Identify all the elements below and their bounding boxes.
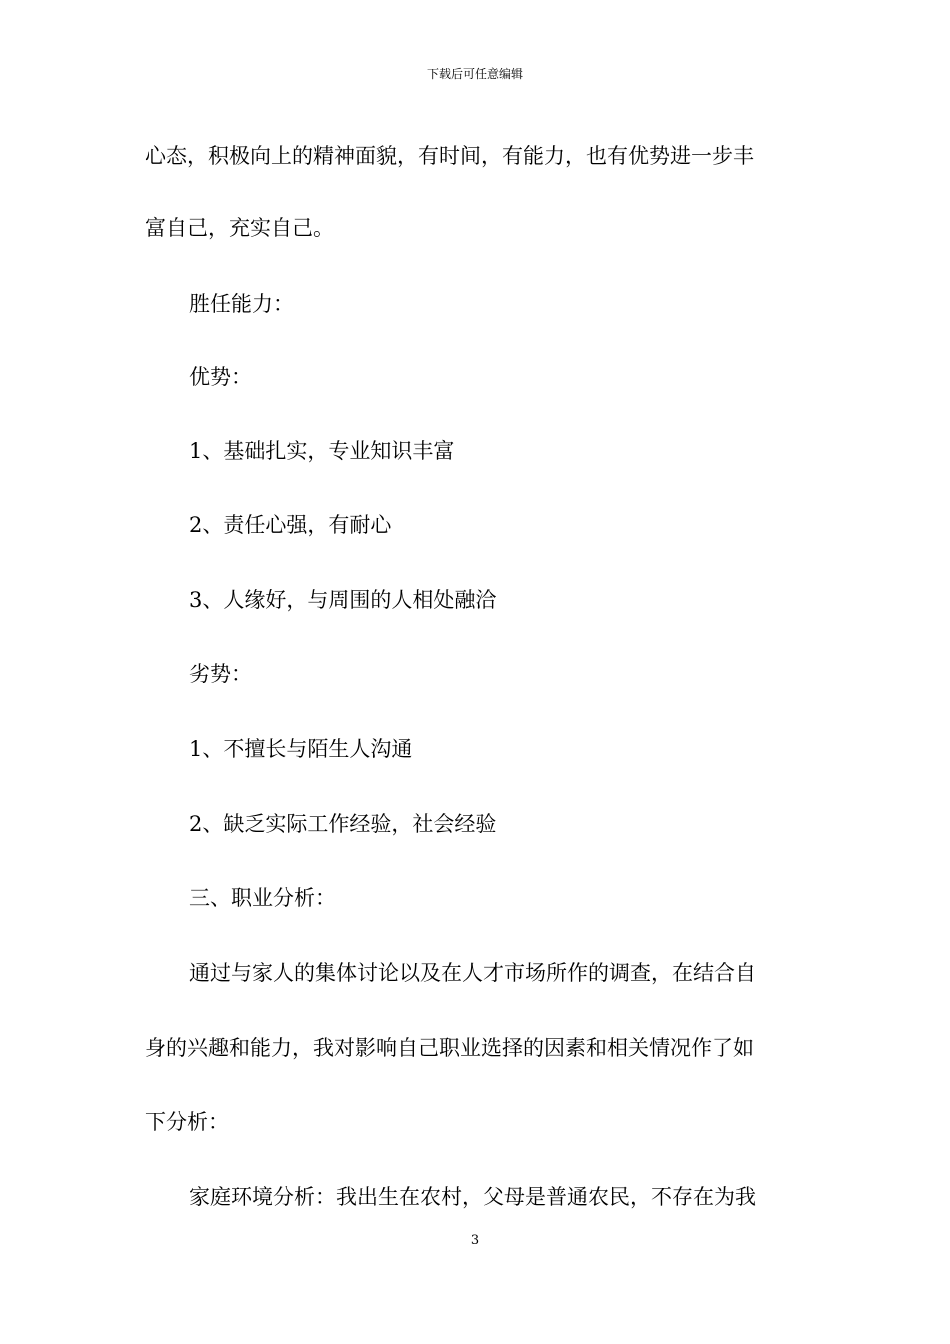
header-note: 下载后可任意编辑 [426, 67, 523, 81]
text-line-6: 2、责任心强，有耐心 [189, 513, 392, 537]
text-line-10: 2、缺乏实际工作经验，社会经验 [189, 812, 497, 836]
text-line-4: 优势： [189, 365, 252, 389]
text-line-11: 三、职业分析： [189, 886, 336, 910]
text-line-5: 1、基础扎实，专业知识丰富 [189, 439, 455, 463]
text-line-7: 3、人缘好，与周围的人相处融洽 [189, 588, 497, 612]
text-line-2: 富自己，充实自己。 [145, 216, 334, 240]
text-line-14: 下分析： [145, 1110, 229, 1134]
text-line-9: 1、不擅长与陌生人沟通 [189, 737, 413, 761]
text-line-8: 劣势： [189, 662, 252, 686]
text-line-13: 身的兴趣和能力，我对影响自己职业选择的因素和相关情况作了如 [145, 1036, 754, 1060]
text-line-3: 胜任能力： [189, 292, 294, 316]
page-number: 3 [470, 1233, 480, 1248]
text-line-1: 心态，积极向上的精神面貌，有时间，有能力，也有优势进一步丰 [145, 144, 754, 168]
text-line-15: 家庭环境分析：我出生在农村，父母是普通农民，不存在为我 [189, 1185, 756, 1209]
text-line-12: 通过与家人的集体讨论以及在人才市场所作的调查，在结合自 [189, 961, 756, 985]
